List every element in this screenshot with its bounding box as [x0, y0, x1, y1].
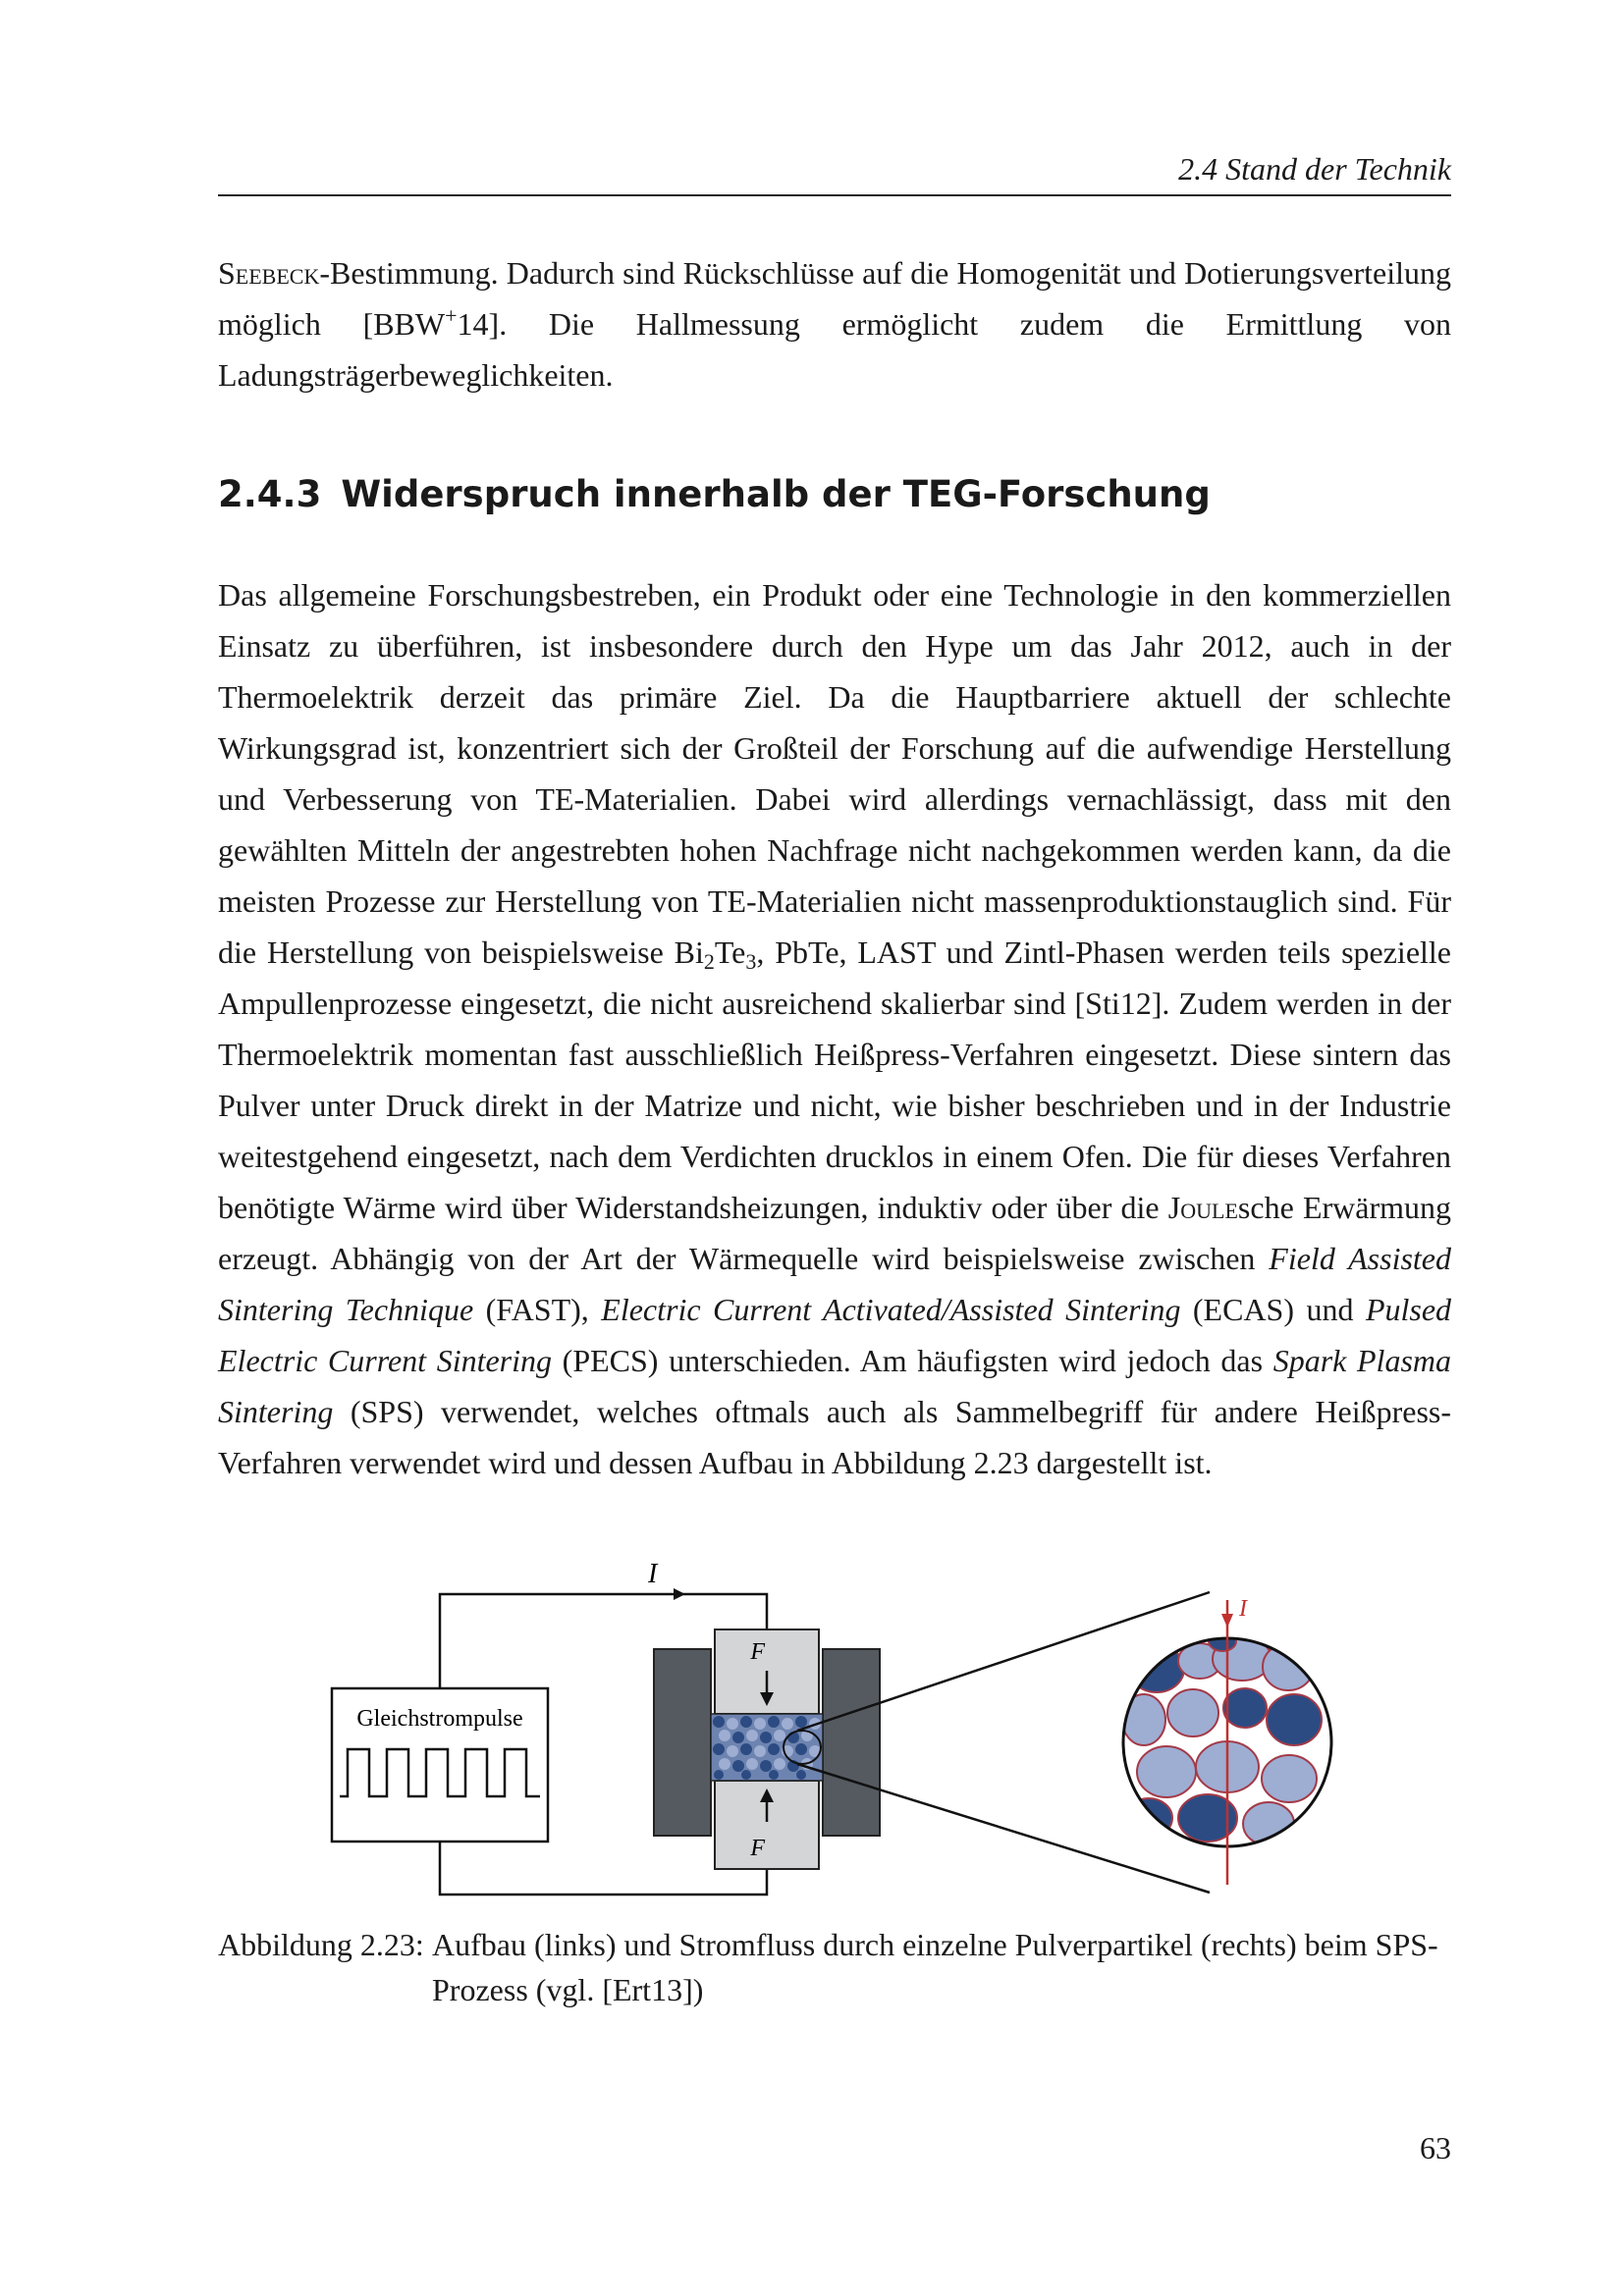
section-title: Widerspruch innerhalb der TEG-Forschung — [341, 473, 1211, 515]
text-segment: -Bestimmung. Dadurch sind Rückschlüsse auf die Homogenität und Dotierungsverteilung möglich [BBW — [218, 255, 1451, 342]
text-segment: (PECS) unterschieden. Am häufigsten wird jedoch das — [552, 1343, 1273, 1378]
die-wall-left — [654, 1649, 711, 1836]
text-segment: 14]. Die Hallmessung ermöglicht zudem die Ermittlung von Ladungsträgerbeweglichkeiten. — [218, 306, 1452, 393]
term-italic: Pulsed Electric Current Sintering — [218, 1292, 1452, 1378]
section-number: 2.4.3 — [218, 473, 322, 515]
text-segment: Das allgemeine Forschungsbestreben, ein Produkt oder eine Technologie in den kommerziellen Einsatz zu überführen, ist insbesondere durch den Hype um das Jahr 2012, auch in der Thermoelektrik derzeit das primäre Ziel. Da die Hauptbarriere aktuell der schlechte Wirkungsgrad ist, konzentriert sich der Großteil der Forschung auf die aufwendige Herstellung und Verbesserung von TE-Materialien. Dabei wird allerdings vernachlässigt, dass mit den gewählten Mitteln der angestrebten hohen Nachfrage nicht nachgekommen werden kann, da die meisten Prozesse zur Herstellung von TE-Materialien nicht massenproduktionstauglich sind. Für die Herstellung von beispielsweise Bi — [218, 577, 1451, 970]
die-wall-right — [823, 1649, 880, 1836]
text-segment: Te — [714, 934, 746, 970]
pulse-generator-label: Gleichstrompulse — [356, 1706, 523, 1732]
subscript: 2 — [703, 949, 715, 974]
running-title: 2.4 Stand der Technik — [1178, 151, 1451, 187]
current-arrow-icon — [674, 1588, 685, 1600]
force-label-bottom: F⃗ — [750, 1836, 784, 1861]
name-seebeck: Seebeck — [218, 255, 320, 291]
term-italic: Spark Plasma Sintering — [218, 1343, 1452, 1429]
text-segment: (FAST), — [473, 1292, 602, 1327]
subscript: 3 — [745, 949, 757, 974]
name-joule: Joule — [1167, 1190, 1238, 1225]
page-number: 63 — [1420, 2130, 1451, 2165]
text-segment: , PbTe, LAST und Zintl-Phasen werden teils spezielle Ampullenprozesse eingesetzt, die nicht ausreichend skalierbar sind [Sti12]. Zudem werden in der Thermoelektrik momentan fast ausschließlich Heißpress-Verfahren eingesetzt. Diese sintern das Pulver unter Druck direkt in der Matrize und nicht, wie bisher beschrieben und in der Industrie weitestgehend eingesetzt, nach dem Verdichten drucklos in einem Ofen. Die für dieses Verfahren benötigte Wärme wird über Widerstandsheizungen, induktiv oder über die — [218, 934, 1452, 1225]
current-label: I — [648, 1559, 658, 1589]
caption-text: Aufbau (links) und Stromfluss durch einzelne Pulverpartikel (rechts) beim SPS-Prozess (vgl. [Ert13]) — [432, 1927, 1438, 2007]
caption-label: Abbildung 2.23: — [218, 1927, 424, 1962]
current-down-arrow-icon — [1221, 1614, 1233, 1628]
superscript: + — [445, 303, 458, 328]
term-italic: Electric Current Activated/Assisted Sintering — [601, 1292, 1181, 1327]
text-segment: (ECAS) und — [1180, 1292, 1366, 1327]
text-segment: (SPS) verwendet, welches oftmals auch als Sammelbegriff für andere Heißpress-Verfahren verwendet wird und dessen Aufbau in Abbildung 2.23 dargestellt ist. — [218, 1394, 1451, 1480]
term-italic: Field Assisted Sintering Technique — [218, 1241, 1451, 1327]
figure-caption — [218, 1922, 1451, 2012]
current-label-zoom: I — [1239, 1596, 1247, 1622]
text-segment: sche Erwärmung erzeugt. Abhängig von der Art der Wärmequelle wird beispielsweise zwischen — [218, 1190, 1451, 1276]
force-label-top: F⃗ — [750, 1639, 784, 1665]
